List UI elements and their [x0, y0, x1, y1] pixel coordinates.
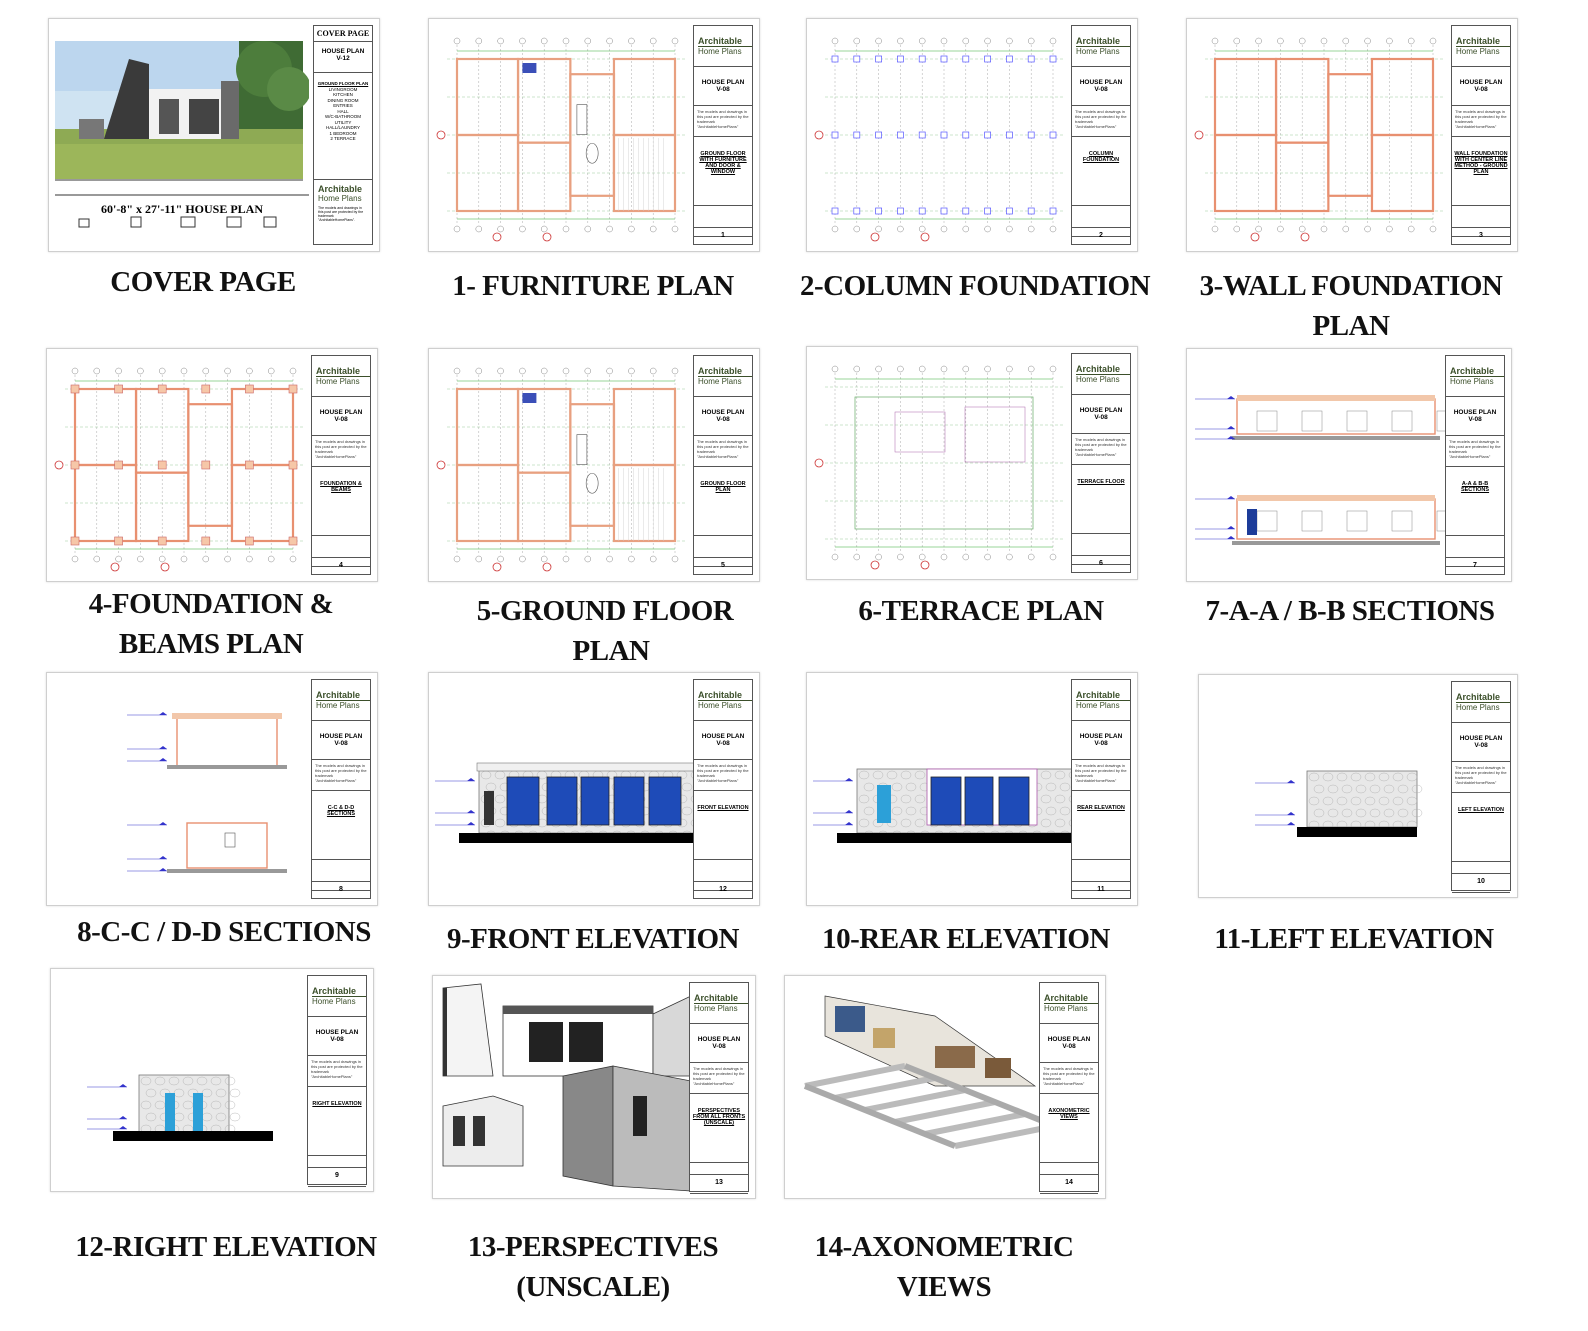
brand-logo [1072, 26, 1130, 67]
brand-logo [1072, 354, 1130, 395]
trademark-note: The models and drawings in this post are protected by the trademark "ArchitableHomePlans" [1072, 106, 1130, 137]
cover-header: COVER PAGE [314, 26, 372, 42]
sheet-number: 6 [1072, 555, 1130, 572]
brand-logo [694, 680, 752, 721]
drawing-front [429, 673, 693, 905]
sheet-title: AXONOMETRIC VIEWS [1040, 1094, 1098, 1163]
brand-line2: Home Plans [1076, 46, 1130, 56]
brand-line1: Architable [1456, 692, 1501, 702]
trademark-note: The models and drawings in this post are protected by the trademark "ArchitableHomePlans" [694, 760, 752, 791]
drawing-sections2 [47, 673, 311, 905]
sheet-1[interactable] [428, 18, 760, 252]
brand-line1: Architable [698, 690, 743, 700]
brand-logo [694, 356, 752, 397]
plan-label: HOUSE PLAN V-08 [1452, 723, 1510, 762]
sheet-title: FOUNDATION & BEAMS [312, 467, 370, 536]
plan-label: HOUSE PLAN V-08 [312, 397, 370, 436]
drawing-plan [429, 349, 693, 581]
brand-logo [308, 976, 366, 1017]
brand-line2: Home Plans [1076, 374, 1130, 384]
sheet-2[interactable] [806, 18, 1138, 252]
plan-label: HOUSE PLAN V-08 [1446, 397, 1504, 436]
sheet-12[interactable] [50, 968, 374, 1192]
caption-13b: (UNSCALE) [516, 1271, 670, 1303]
brand-line2: Home Plans [1044, 1003, 1098, 1013]
plan-label: HOUSE PLAN V-08 [694, 67, 752, 106]
title-block [1071, 25, 1131, 245]
caption-9: 9-FRONT ELEVATION [446, 923, 740, 955]
caption-12: 12-RIGHT ELEVATION [75, 1231, 377, 1263]
title-block [689, 982, 749, 1192]
caption-2: 2-COLUMN FOUNDATION [800, 270, 1151, 302]
brand-logo [312, 356, 370, 397]
trademark-note: The models and drawings in this post are protected by the trademark "ArchitableHomePlans" [1072, 760, 1130, 791]
drawing-right [51, 969, 307, 1191]
caption-11: 11-LEFT ELEVATION [1214, 923, 1494, 955]
sheet-10[interactable] [806, 672, 1138, 906]
caption-4b: BEAMS PLAN [118, 628, 304, 660]
drawing-left [1199, 675, 1451, 897]
brand-logo [1446, 356, 1504, 397]
trademark-note: The models and drawings in this post are protected by the trademark "ArchitableHomePlans" [694, 106, 752, 137]
sheet-number: 13 [690, 1174, 748, 1191]
plan-label: HOUSE PLAN V-08 [308, 1017, 366, 1056]
caption-8: 8-C-C / D-D SECTIONS [77, 916, 371, 948]
cover-title-block [313, 25, 373, 245]
brand-line1: Architable [1076, 364, 1121, 374]
plan-label: HOUSE PLAN V-08 [694, 397, 752, 436]
trademark-note: The models and drawings in this post are protected by the trademark "ArchitableHomePlans" [1452, 106, 1510, 137]
trademark-note: The models and drawings in this post are protected by the trademark "ArchitableHomePlans" [312, 436, 370, 467]
cover-plan: HOUSE PLAN V-12 [314, 42, 372, 73]
sheet-number: 8 [312, 881, 370, 898]
plan-label: HOUSE PLAN V-08 [1072, 395, 1130, 434]
brand-line2: Home Plans [1456, 46, 1510, 56]
plan-label: HOUSE PLAN V-08 [1072, 67, 1130, 106]
title-block [1445, 355, 1505, 575]
brand-line1: Architable [316, 690, 361, 700]
sheet-number: 10 [1452, 873, 1510, 890]
title-block [311, 679, 371, 899]
brand-line2: Home Plans [698, 376, 752, 386]
brand-line1: Architable [316, 366, 361, 376]
brand-line2: Home Plans [316, 700, 370, 710]
sheet-title: REAR ELEVATION [1072, 791, 1130, 860]
sheet-title: GROUND FLOOR PLAN [694, 467, 752, 536]
plan-label: HOUSE PLAN V-08 [1072, 721, 1130, 760]
trademark-note: The models and drawings in this post are protected by the trademark "ArchitableHomePlans" [690, 1063, 748, 1094]
trademark-note: The models and drawings in this post are protected by the trademark "ArchitableHomePlans" [1446, 436, 1504, 467]
drawing-persp [433, 976, 689, 1198]
caption-1: 1- FURNITURE PLAN [452, 270, 734, 302]
brand-line1: Architable [1044, 993, 1089, 1003]
title-block [1071, 679, 1131, 899]
sheet-title: LEFT ELEVATION [1452, 793, 1510, 862]
sheet-11[interactable] [1198, 674, 1518, 898]
brand-line2: Home Plans [1456, 702, 1510, 712]
brand-line1: Architable [312, 986, 357, 996]
title-block [311, 355, 371, 575]
brand-line1: Architable [698, 366, 743, 376]
brand-logo [694, 26, 752, 67]
brand-line2: Home Plans [694, 1003, 748, 1013]
cover-main-title: 60'-8" x 27'-11" HOUSE PLAN [55, 194, 309, 217]
brand-line1: Architable [1076, 36, 1121, 46]
trademark-note: The models and drawings in this post are protected by the trademark "ArchitableHomePlans" [1452, 762, 1510, 793]
cover-sheet[interactable] [48, 18, 380, 252]
trademark-note: The models and drawings in this post are protected by the trademark "ArchitableHomePlans" [312, 760, 370, 791]
sheet-5[interactable] [428, 348, 760, 582]
title-block [1451, 681, 1511, 891]
title-block [1451, 25, 1511, 245]
title-block [1039, 982, 1099, 1192]
caption-13a: 13-PERSPECTIVES [467, 1231, 719, 1263]
sheet-number: 12 [694, 881, 752, 898]
brand-logo [1452, 26, 1510, 67]
plan-label: HOUSE PLAN V-08 [694, 721, 752, 760]
sheet-9[interactable] [428, 672, 760, 906]
caption-cover: COVER PAGE [110, 266, 296, 298]
sheet-title: A-A & B-B SECTIONS [1446, 467, 1504, 536]
trademark-note: The models and drawings in this post are protected by the trademark "ArchitableHomePlans" [1072, 434, 1130, 465]
drawing-plan [429, 19, 693, 251]
brand-logo [1072, 680, 1130, 721]
caption-6: 6-TERRACE PLAN [858, 595, 1104, 627]
brand-line1: Architable [1076, 690, 1121, 700]
sheet-title: TERRACE FLOOR [1072, 465, 1130, 534]
sheet-number: 7 [1446, 557, 1504, 574]
caption-10: 10-REAR ELEVATION [822, 923, 1110, 955]
sheet-number: 4 [312, 557, 370, 574]
sheet-title: C-C & D-D SECTIONS [312, 791, 370, 860]
trademark-note: The models and drawings in this post are protected by the trademark "ArchitableHomePlans" [1040, 1063, 1098, 1094]
sheet-13[interactable] [432, 975, 756, 1199]
caption-4a: 4-FOUNDATION & [88, 588, 334, 620]
sheet-number: 14 [1040, 1174, 1098, 1191]
brand-line1: Architable [1450, 366, 1495, 376]
brand-line2: Home Plans [312, 996, 366, 1006]
caption-3a: 3-WALL FOUNDATION [1199, 270, 1503, 302]
sheet-title: RIGHT ELEVATION [308, 1087, 366, 1156]
trademark-note: The models and drawings in this post are protected by the trademark "ArchitableHomePlans" [694, 436, 752, 467]
trademark-note: The models and drawings in this post are protected by the trademark "ArchitableHomePlans" [308, 1056, 366, 1087]
sheet-6[interactable] [806, 346, 1138, 580]
brand-line1: Architable [698, 36, 743, 46]
sheet-14[interactable] [784, 975, 1106, 1199]
brand-line2: Home Plans [1076, 700, 1130, 710]
drawing-walls [1187, 19, 1451, 251]
sheet-4[interactable] [46, 348, 378, 582]
brand-line2: Home Plans [1450, 376, 1504, 386]
sheet-title: COLUMN FOUNDATION [1072, 137, 1130, 206]
sheet-3[interactable] [1186, 18, 1518, 252]
sheet-number: 3 [1452, 227, 1510, 244]
sheet-title: PERSPECTIVES FROM ALL FRONTS (UNSCALE) [690, 1094, 748, 1163]
title-block [693, 25, 753, 245]
title-block [693, 679, 753, 899]
drawing-foundation [47, 349, 311, 581]
title-block [307, 975, 367, 1185]
drawing-terrace [807, 347, 1071, 579]
sheet-7[interactable] [1186, 348, 1512, 582]
sheet-title: WALL FOUNDATION WITH CENTER LINE METHOD - GROUND PLAN [1452, 137, 1510, 206]
brand-line2: Home Plans [698, 46, 752, 56]
caption-3b: PLAN [1312, 310, 1390, 342]
plan-label: HOUSE PLAN V-08 [312, 721, 370, 760]
sheet-number: 1 [694, 227, 752, 244]
brand-line1: Architable [1456, 36, 1501, 46]
sheet-number: 5 [694, 557, 752, 574]
drawing-axo [785, 976, 1039, 1198]
cover-brand: Architable Home Plans The models and drawings in this post are protected by the trademark "ArchitableHomePlans". [318, 184, 364, 222]
sheet-number: 11 [1072, 881, 1130, 898]
caption-5a: 5-GROUND FLOOR [476, 595, 734, 627]
title-block [693, 355, 753, 575]
brand-logo [690, 983, 748, 1024]
caption-14a: 14-AXONOMETRIC [814, 1231, 1074, 1263]
cover-room-list: GROUND FLOOR PLAN LIVINGROOM KITCHEN DINING ROOM ENTRIES HALL W/C-BATHROOM UTILITY HALL/LAUNDRY 1 BEDROOM 2 TERRACE [314, 73, 372, 180]
sheet-title: GROUND FLOOR WITH FURNITURE AND DOOR & WINDOW [694, 137, 752, 206]
caption-14b: VIEWS [896, 1271, 992, 1303]
sheet-number: 9 [308, 1167, 366, 1184]
drawing-rear [807, 673, 1071, 905]
caption-7: 7-A-A / B-B SECTIONS [1205, 595, 1495, 627]
drawing-columns [807, 19, 1071, 251]
brand-line2: Home Plans [316, 376, 370, 386]
brand-logo [312, 680, 370, 721]
plan-label: HOUSE PLAN V-08 [1452, 67, 1510, 106]
drawing-sections [1187, 349, 1445, 581]
brand-line1: Architable [694, 993, 739, 1003]
brand-logo [1452, 682, 1510, 723]
plan-label: HOUSE PLAN V-08 [1040, 1024, 1098, 1063]
brand-line2: Home Plans [698, 700, 752, 710]
caption-5b: PLAN [572, 635, 650, 667]
sheet-8[interactable] [46, 672, 378, 906]
sheet-title: FRONT ELEVATION [694, 791, 752, 860]
sheet-number: 2 [1072, 227, 1130, 244]
title-block [1071, 353, 1131, 573]
brand-logo [1040, 983, 1098, 1024]
plan-label: HOUSE PLAN V-08 [690, 1024, 748, 1063]
